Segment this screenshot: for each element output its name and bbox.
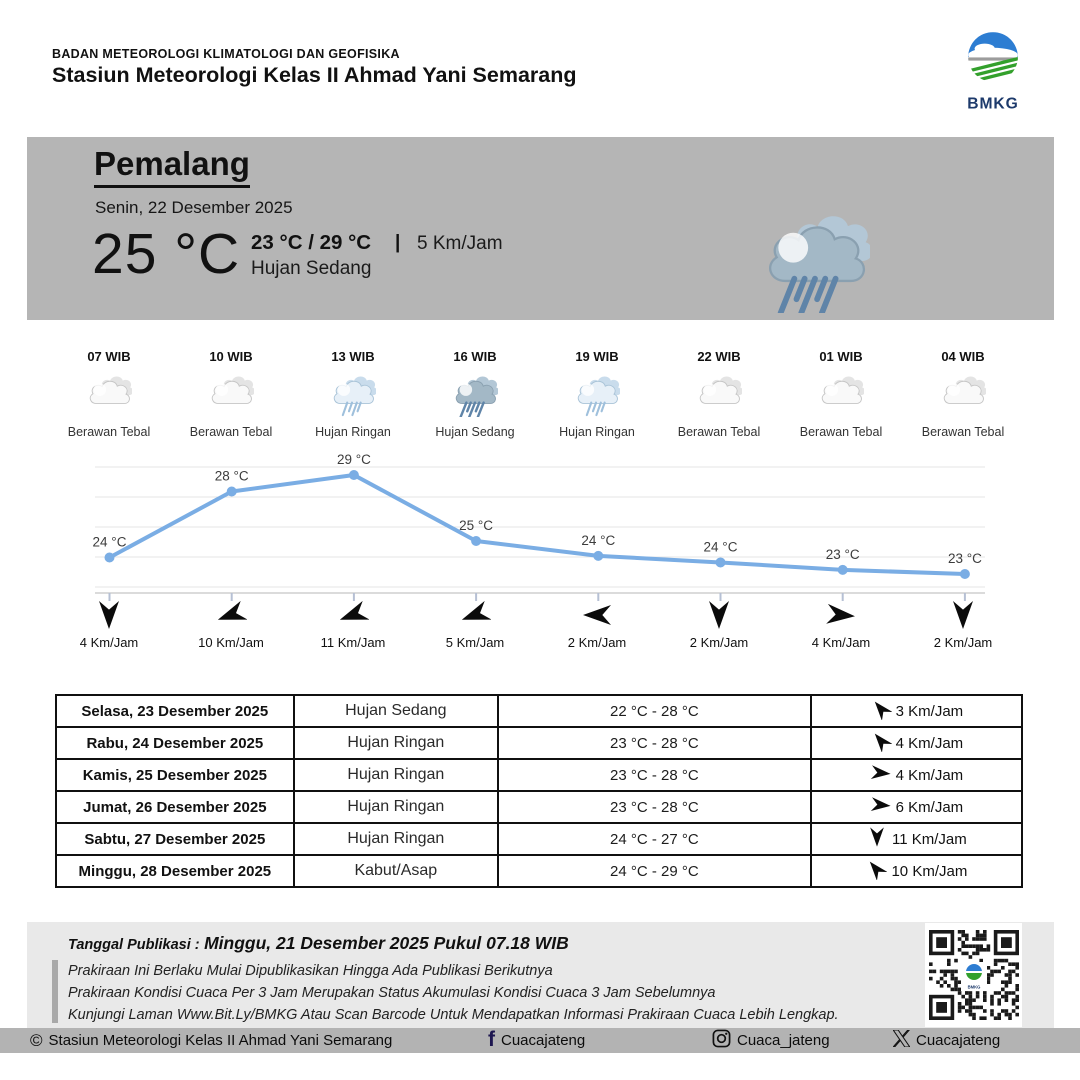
copyright-icon: © (30, 1031, 43, 1050)
weather-icon (48, 371, 170, 419)
daily-temp-range: 23 °C - 28 °C (498, 727, 811, 759)
daily-temp-range: 23 °C - 28 °C (498, 791, 811, 823)
weather-icon (536, 371, 658, 419)
temperature-range: 23 °C / 29 °C (251, 231, 372, 254)
daily-date: Selasa, 23 Desember 2025 (56, 695, 294, 727)
wind-direction-icon (780, 599, 902, 633)
table-row (56, 823, 1022, 855)
hourly-cell (780, 349, 902, 439)
weather-icon (658, 371, 780, 419)
daily-condition: Hujan Sedang (294, 695, 498, 727)
svg-text:23 °C: 23 °C (947, 551, 982, 566)
weather-icon (414, 371, 536, 419)
daily-date: Rabu, 24 Desember 2025 (56, 727, 294, 759)
note-bar (52, 960, 58, 1023)
wind-speed: 2 Km/Jam (567, 635, 627, 650)
wind-direction-icon (414, 599, 536, 633)
daily-wind-speed: 4 Km/Jam (895, 734, 964, 752)
publication-footer (27, 922, 1054, 1028)
table-row (56, 855, 1022, 887)
wind-direction-icon (536, 599, 658, 633)
wind-direction-icon (870, 794, 892, 820)
wind-direction-icon (292, 599, 414, 633)
publication-note: Prakiraan Ini Berlaku Mulai Dipublikasikan Hingga Ada Publikasi Berikutnya (68, 963, 553, 979)
daily-forecast-table (55, 694, 1023, 888)
bottom-bar (0, 1028, 1080, 1053)
wind-cell (536, 599, 658, 650)
daily-wind-speed: 6 Km/Jam (895, 798, 964, 816)
weather-icon (902, 371, 1024, 419)
hourly-time: 04 WIB (941, 349, 985, 364)
daily-condition: Hujan Ringan (294, 791, 498, 823)
bmkg-logo-icon (956, 22, 1030, 114)
publication-line (68, 933, 569, 954)
city-name: Pemalang (94, 145, 250, 188)
hourly-cell (414, 349, 536, 439)
daily-condition: Hujan Ringan (294, 823, 498, 855)
hourly-cell (902, 349, 1024, 439)
qr-code (925, 923, 1022, 1027)
wind-direction-icon (170, 599, 292, 633)
wind-speed: 10 Km/Jam (198, 635, 264, 650)
hourly-time: 01 WIB (819, 349, 863, 364)
wind-cell (902, 599, 1024, 650)
hourly-time: 07 WIB (87, 349, 131, 364)
wind-cell (48, 599, 170, 650)
daily-temp-range: 22 °C - 28 °C (498, 695, 811, 727)
wind-speed: 4 Km/Jam (811, 635, 871, 650)
hourly-condition: Hujan Sedang (435, 425, 515, 439)
hourly-cell (658, 349, 780, 439)
wind-direction-icon (48, 599, 170, 633)
wind-direction-icon (658, 599, 780, 633)
current-weather-card (27, 137, 1054, 320)
x-icon (893, 1030, 910, 1051)
wind-speed: 11 Km/Jam (320, 635, 386, 650)
wind-direction-icon (870, 730, 892, 756)
wind-direction-icon (902, 599, 1024, 633)
daily-wind-speed: 4 Km/Jam (895, 766, 964, 784)
current-temperature: 25 °C (92, 222, 241, 286)
bmkg-logo-text: BMKG (967, 95, 1019, 113)
publication-notes (68, 960, 839, 1026)
hourly-condition: Hujan Ringan (559, 425, 635, 439)
hourly-time: 22 WIB (697, 349, 741, 364)
daily-condition: Kabut/Asap (294, 855, 498, 887)
wind-cell (658, 599, 780, 650)
hourly-condition: Berawan Tebal (677, 425, 761, 439)
wind-cell (414, 599, 536, 650)
hourly-time: 13 WIB (331, 349, 375, 364)
facebook-icon: f (488, 1028, 495, 1051)
daily-date: Minggu, 28 Desember 2025 (56, 855, 294, 887)
hourly-cell (292, 349, 414, 439)
svg-text:23 °C: 23 °C (825, 546, 860, 562)
daily-condition: Hujan Ringan (294, 727, 498, 759)
table-row (56, 791, 1022, 823)
hourly-condition: Berawan Tebal (921, 425, 1005, 439)
wind-speed: 5 Km/Jam (445, 635, 505, 650)
daily-wind-speed: 10 Km/Jam (891, 862, 968, 880)
table-row (56, 759, 1022, 791)
wind-speed: 2 Km/Jam (689, 635, 749, 650)
hourly-cell (170, 349, 292, 439)
svg-text:24 °C: 24 °C (581, 532, 616, 548)
hourly-condition: Berawan Tebal (189, 425, 273, 439)
hourly-condition: Hujan Ringan (315, 425, 391, 439)
current-wind-speed: 5 Km/Jam (417, 233, 503, 254)
svg-text:24 °C: 24 °C (703, 539, 738, 555)
wind-speed: 2 Km/Jam (933, 635, 993, 650)
wind-speed: 4 Km/Jam (79, 635, 139, 650)
svg-text:BMKG: BMKG (967, 984, 980, 990)
daily-temp-range: 24 °C - 27 °C (498, 823, 811, 855)
agency-name: BADAN METEOROLOGI KLIMATOLOGI DAN GEOFISIKA (52, 47, 400, 61)
publication-label: Tanggal Publikasi : (68, 937, 200, 953)
hourly-time: 19 WIB (575, 349, 619, 364)
wind-direction-icon (870, 762, 892, 788)
daily-condition: Hujan Ringan (294, 759, 498, 791)
svg-text:29 °C: 29 °C (336, 452, 371, 467)
daily-date: Jumat, 26 Desember 2025 (56, 791, 294, 823)
publication-note: Kunjungi Laman Www.Bit.Ly/BMKG Atau Scan Barcode Untuk Mendapatkan Informasi Prakiraan Cuaca Lebih Lengkap. (68, 1007, 839, 1023)
x-handle: Cuacajateng (916, 1032, 1001, 1049)
instagram-icon (712, 1029, 731, 1052)
weather-icon (170, 371, 292, 419)
current-date: Senin, 22 Desember 2025 (95, 198, 293, 217)
hourly-condition: Berawan Tebal (67, 425, 151, 439)
current-weather-icon (760, 203, 870, 313)
daily-date: Kamis, 25 Desember 2025 (56, 759, 294, 791)
wind-direction-icon (865, 858, 887, 884)
wind-cell (170, 599, 292, 650)
daily-temp-range: 24 °C - 29 °C (498, 855, 811, 887)
current-condition: Hujan Sedang (251, 258, 372, 279)
hourly-wind-row (48, 599, 1024, 650)
table-row (56, 727, 1022, 759)
hourly-condition: Berawan Tebal (799, 425, 883, 439)
daily-date: Sabtu, 27 Desember 2025 (56, 823, 294, 855)
svg-text:24 °C: 24 °C (92, 534, 127, 550)
publication-note: Prakiraan Kondisi Cuaca Per 3 Jam Merupakan Status Akumulasi Kondisi Cuaca 3 Jam Sebelumnya (68, 985, 716, 1001)
hourly-time: 16 WIB (453, 349, 497, 364)
hourly-forecast-row (48, 349, 1024, 439)
temperature-chart (48, 452, 1024, 604)
weather-icon (780, 371, 902, 419)
hourly-cell (48, 349, 170, 439)
hourly-cell (536, 349, 658, 439)
wind-direction-icon (870, 698, 892, 724)
copyright-text: Stasiun Meteorologi Kelas II Ahmad Yani Semarang (48, 1032, 393, 1049)
wind-cell (292, 599, 414, 650)
divider: | (395, 232, 401, 253)
daily-wind-speed: 11 Km/Jam (892, 830, 967, 848)
page-title: Stasiun Meteorologi Kelas II Ahmad Yani Semarang (52, 63, 577, 87)
weather-icon (292, 371, 414, 419)
svg-text:28 °C: 28 °C (214, 468, 249, 484)
publication-date: Minggu, 21 Desember 2025 Pukul 07.18 WIB (204, 933, 569, 953)
table-row (56, 695, 1022, 727)
instagram-handle: Cuaca_jateng (737, 1032, 830, 1049)
daily-temp-range: 23 °C - 28 °C (498, 759, 811, 791)
facebook-handle: Cuacajateng (501, 1032, 586, 1049)
wind-direction-icon (866, 826, 888, 852)
hourly-time: 10 WIB (209, 349, 253, 364)
daily-wind-speed: 3 Km/Jam (895, 702, 964, 720)
svg-text:25 °C: 25 °C (459, 518, 494, 533)
wind-cell (780, 599, 902, 650)
